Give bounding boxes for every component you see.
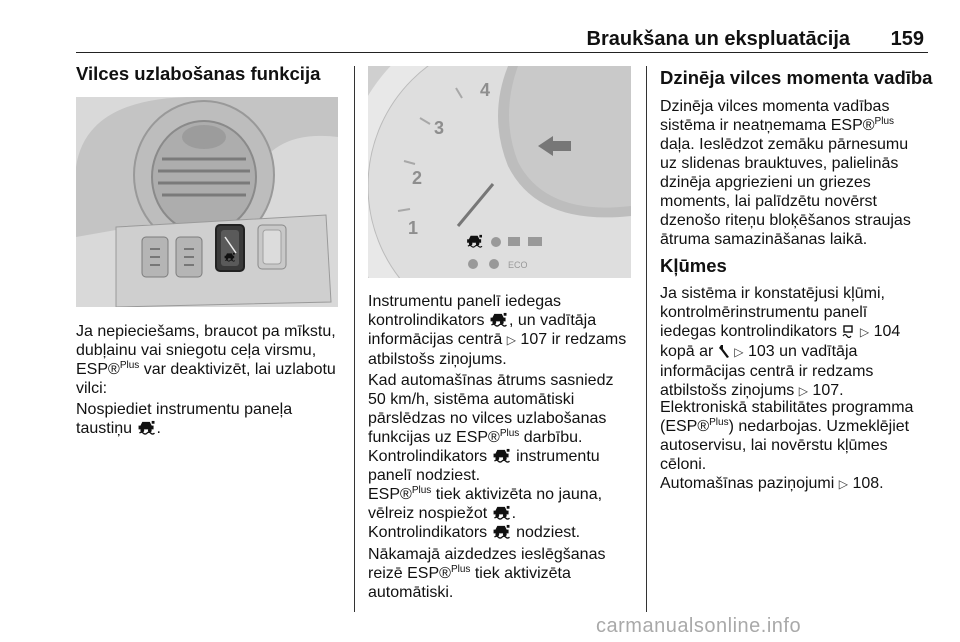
wrench-icon [718,344,730,358]
traction-off-icon [492,505,512,520]
column-divider-right [646,66,647,612]
text-line: dzenošo riteņu bloķēšanos straujas [660,212,911,229]
page-header [76,0,928,52]
figure-instrument-panel [368,66,631,278]
text-line: taustiņu . [76,420,161,437]
text-line: Ja sistēma ir konstatējusi kļūmi, [660,285,885,302]
left-paragraph-1 [76,322,346,398]
text-line: Automašīnas paziņojumi ▷ 108. [660,475,884,492]
figure-dashboard-buttons [76,97,338,307]
text-line: atbilstošs ziņojums. [368,351,507,368]
text-line: ESP®$^{Plus}$ tiek aktivizēta no jauna, [368,485,603,503]
text-line: kontrolmērinstrumentu panelī [660,304,868,321]
text-line: Nospiediet instrumentu paneļa [76,401,293,418]
text-line: Kontrolindikators nodziest. [368,524,581,541]
page-header-title: Braukšana un ekspluatācija [586,28,850,50]
right-paragraph-3 [660,398,940,474]
right-paragraph-4 [660,474,932,494]
text-line: Dzinēja vilces momenta vadības [660,98,890,115]
page-number: 159 [890,28,924,50]
text-line: dubļainu vai sniegotu ceļa virsmu, [76,342,317,359]
watermark: carmanualsonline.info [596,615,802,637]
text-line: panelī nodziest. [368,467,481,484]
text-line: uz slidenas brauktuves, palielinās [660,155,899,172]
text-line: iedegas kontrolindikators ▷ 104 [660,323,901,340]
cross-reference-arrow-icon: ▷ [734,345,744,359]
text-line: cēloni. [660,456,707,473]
middle-paragraph-1 [368,292,644,369]
text-line: informācijas centrā ir redzams [660,363,874,380]
heading-engine-torque-control: Dzinēja vilces momenta vadība [660,67,933,88]
right-paragraph-2 [660,284,932,401]
text-line: automātiski. [368,584,454,601]
text-line: sistēma ir neatņemama ESP®$^{Plus}$ [660,116,894,134]
text-line: ESP®$^{Plus}$ var deaktivizēt, lai uzlabotu [76,360,336,378]
eco-label: ECO [508,260,528,270]
text-line: 50 km/h, sistēma automātiski [368,391,575,408]
text-line: Kontrolindikators instrumentu [368,448,600,465]
gauge-number: 3 [434,118,445,138]
text-line: (ESP®$^{Plus}$) nedarbojas. Uzmeklējiet [660,417,910,435]
text-line: kontrolindikators , un vadītāja [368,312,597,329]
text-line: autoservisu, lai novērstu kļūmes [660,437,888,454]
middle-paragraph-2 [368,371,644,485]
cross-reference-arrow-icon: ▷ [838,477,848,491]
gauge-number: 1 [408,218,419,238]
text-line: Elektroniskā stabilitātes programma [660,399,914,416]
text-line: Ja nepieciešams, braucot pa mīkstu, [76,323,336,340]
cross-reference-arrow-icon: ▷ [859,325,870,339]
gauge-number: 4 [480,80,491,100]
traction-off-icon [489,312,509,327]
text-line: Kad automašīnas ātrums sasniedz [368,372,614,389]
esp-warning-icon [841,324,855,338]
middle-paragraph-4 [368,545,644,602]
text-line: atbilstošs ziņojums ▷ 107. [660,382,844,399]
middle-paragraph-3 [368,485,644,542]
text-line: daļa. Ieslēdzot zemāku pārnesumu [660,136,909,153]
cross-reference-arrow-icon: ▷ [506,333,516,347]
heading-faults: Kļūmes [660,255,727,276]
text-line: reizē ESP®$^{Plus}$ tiek aktivizēta [368,564,571,582]
column-divider-left [354,66,355,612]
traction-off-icon [492,524,512,539]
right-paragraph-1 [660,97,932,249]
gauge-number: 2 [412,168,423,188]
cross-reference-arrow-icon: ▷ [798,384,808,398]
heading-traction-function: Vilces uzlabošanas funkcija [76,63,321,84]
text-line: kopā ar ▷ 103 un vadītāja [660,343,858,360]
text-line: informācijas centrā ▷ 107 ir redzams [368,331,627,348]
text-line: vēlreiz nospiežot . [368,505,517,522]
traction-off-icon [137,420,157,435]
text-line: Nākamajā aizdedzes ieslēgšanas [368,546,606,563]
text-line: ātruma samazināšanas laikā. [660,231,868,248]
text-line: pārslēdzas no vilces uzlabošanas [368,410,607,427]
text-line: moments, lai palīdzētu novērst [660,193,877,210]
text-line: dzinēja apgriezieni un griezes [660,174,871,191]
left-paragraph-2 [76,400,346,438]
header-rule [76,52,928,53]
text-line: Instrumentu panelī iedegas [368,293,562,310]
text-line: funkcijas uz ESP®$^{Plus}$ darbību. [368,428,583,446]
text-line: vilci: [76,380,108,397]
traction-off-icon [492,448,512,463]
